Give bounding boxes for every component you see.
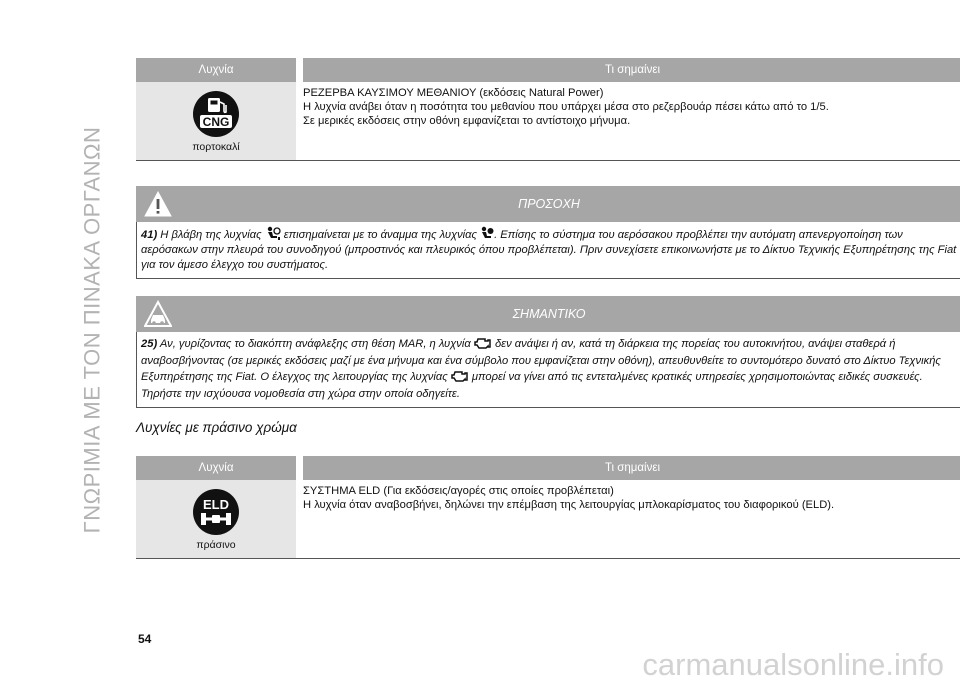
important-box bbox=[136, 296, 960, 408]
section-heading: Λυχνίες με πράσινο χρώμα bbox=[136, 420, 297, 435]
table-row bbox=[136, 480, 960, 559]
meaning-text: Η λυχνία όταν αναβοσβήνει, δηλώνει την επέμβαση της λειτουργίας μπλοκαρίσματος του διαφορικού (ELD). bbox=[303, 499, 835, 511]
cng-fuel-icon bbox=[191, 89, 241, 139]
light-color-label: πράσινο bbox=[196, 539, 236, 551]
table-row bbox=[136, 82, 960, 161]
car-warning-icon bbox=[144, 300, 172, 328]
engine-check-icon bbox=[474, 337, 492, 350]
meaning-text: Η λυχνία ανάβει όταν η ποσότητα του μεθανίου που υπάρχει μέσα στο ρεζερβουάρ πέσει κάτω από το 1/5. bbox=[303, 101, 829, 113]
warning-box-header bbox=[136, 186, 960, 222]
note-number: 41) bbox=[141, 229, 158, 241]
svg-text:ELD: ELD bbox=[203, 497, 229, 512]
light-cell bbox=[136, 480, 296, 558]
chapter-side-title: ΓΝΩΡΙΜΙΑ ΜΕ ΤΟΝ ΠΙΝΑΚΑ ΟΡΓΑΝΩΝ bbox=[79, 126, 105, 534]
page-number: 54 bbox=[138, 632, 152, 646]
warning-lights-table-green bbox=[136, 456, 960, 559]
col-header-meaning: Τι σημαίνει bbox=[303, 58, 960, 82]
col-header-light: Λυχνία bbox=[136, 58, 296, 82]
eld-differential-lock-icon bbox=[191, 487, 241, 537]
meaning-cell bbox=[303, 480, 960, 558]
meaning-title: ΡΕΖΕΡΒΑ ΚΑΥΣΙΜΟΥ ΜΕΘΑΝΙΟΥ (εκδόσεις Natural Power) bbox=[303, 87, 604, 99]
meaning-text: Σε μερικές εκδόσεις στην οθόνη εμφανίζεται το αντίστοιχο μήνυμα. bbox=[303, 115, 631, 127]
light-cell bbox=[136, 82, 296, 160]
important-title: ΣΗΜΑΝΤΙΚΟ bbox=[512, 307, 586, 321]
warning-box bbox=[136, 186, 960, 279]
svg-text:CNG: CNG bbox=[202, 115, 230, 129]
airbag-icon bbox=[480, 226, 494, 241]
col-header-meaning: Τι σημαίνει bbox=[303, 456, 960, 480]
engine-check-icon bbox=[451, 370, 469, 383]
light-color-label: πορτοκαλί bbox=[192, 141, 240, 153]
meaning-title: ΣΥΣΤΗΜΑ ELD (Για εκδόσεις/αγορές στις οποίες προβλέπεται) bbox=[303, 485, 614, 497]
meaning-cell bbox=[303, 82, 960, 160]
warning-triangle-icon bbox=[144, 190, 172, 218]
important-text: 25) Αν, γυρίζοντας το διακόπτη ανάφλεξης στη θέση MAR, η λυχνία δεν ανάψει ή αν, κατά τη διάρκεια της πορείας του αυτοκινήτου, ανάψει σταθερά ή αναβοσβήνοντας (σε μερικές εκδόσεις μαζί με ένα μήνυμα και ένα σύμβολο που εμφανίζεται στην οθόνη), απευθυνθείτε το συντομότερο δυνατό στο Δίκτυο Τεχνικής Εξυπηρέτησης της Fiat. Ο έλεγχος της λειτουργίας της λυχνίας μπορεί να γίνει από τις εντεταλμένες κρατικές υπηρεσίες χρησιμοποιώντας ειδικές συσκευές. Τηρήστε την ισχύουσα νομοθεσία στη χώρα στην οποία οδηγείτε. bbox=[136, 332, 960, 408]
warning-lights-table-orange bbox=[136, 58, 960, 161]
important-box-header bbox=[136, 296, 960, 332]
watermark: carmanualsonline.info bbox=[642, 647, 944, 682]
warning-title: ΠΡΟΣΟΧΗ bbox=[518, 197, 580, 211]
table-header bbox=[136, 456, 960, 480]
table-header bbox=[136, 58, 960, 82]
warning-text: 41) Η βλάβη της λυχνίας επισημαίνεται με το άναμμα της λυχνίας . Επίσης το σύστημα του αερόσακου προβλέπει την αυτόματη απενεργοποίηση των αερόσακων στην πλευρά του συνοδηγού (μπροστινός και πλευρικός όπου προβλέπεται). Πριν συνεχίσετε επικοινωνήστε με το Δίκτυο Τεχνικής Εξυπηρέτησης της Fiat για τον άμεσο έλεγχο του συστήματος. bbox=[136, 222, 960, 279]
col-header-light: Λυχνία bbox=[136, 456, 296, 480]
airbag-failure-icon bbox=[265, 226, 281, 241]
note-number: 25) bbox=[141, 338, 158, 350]
